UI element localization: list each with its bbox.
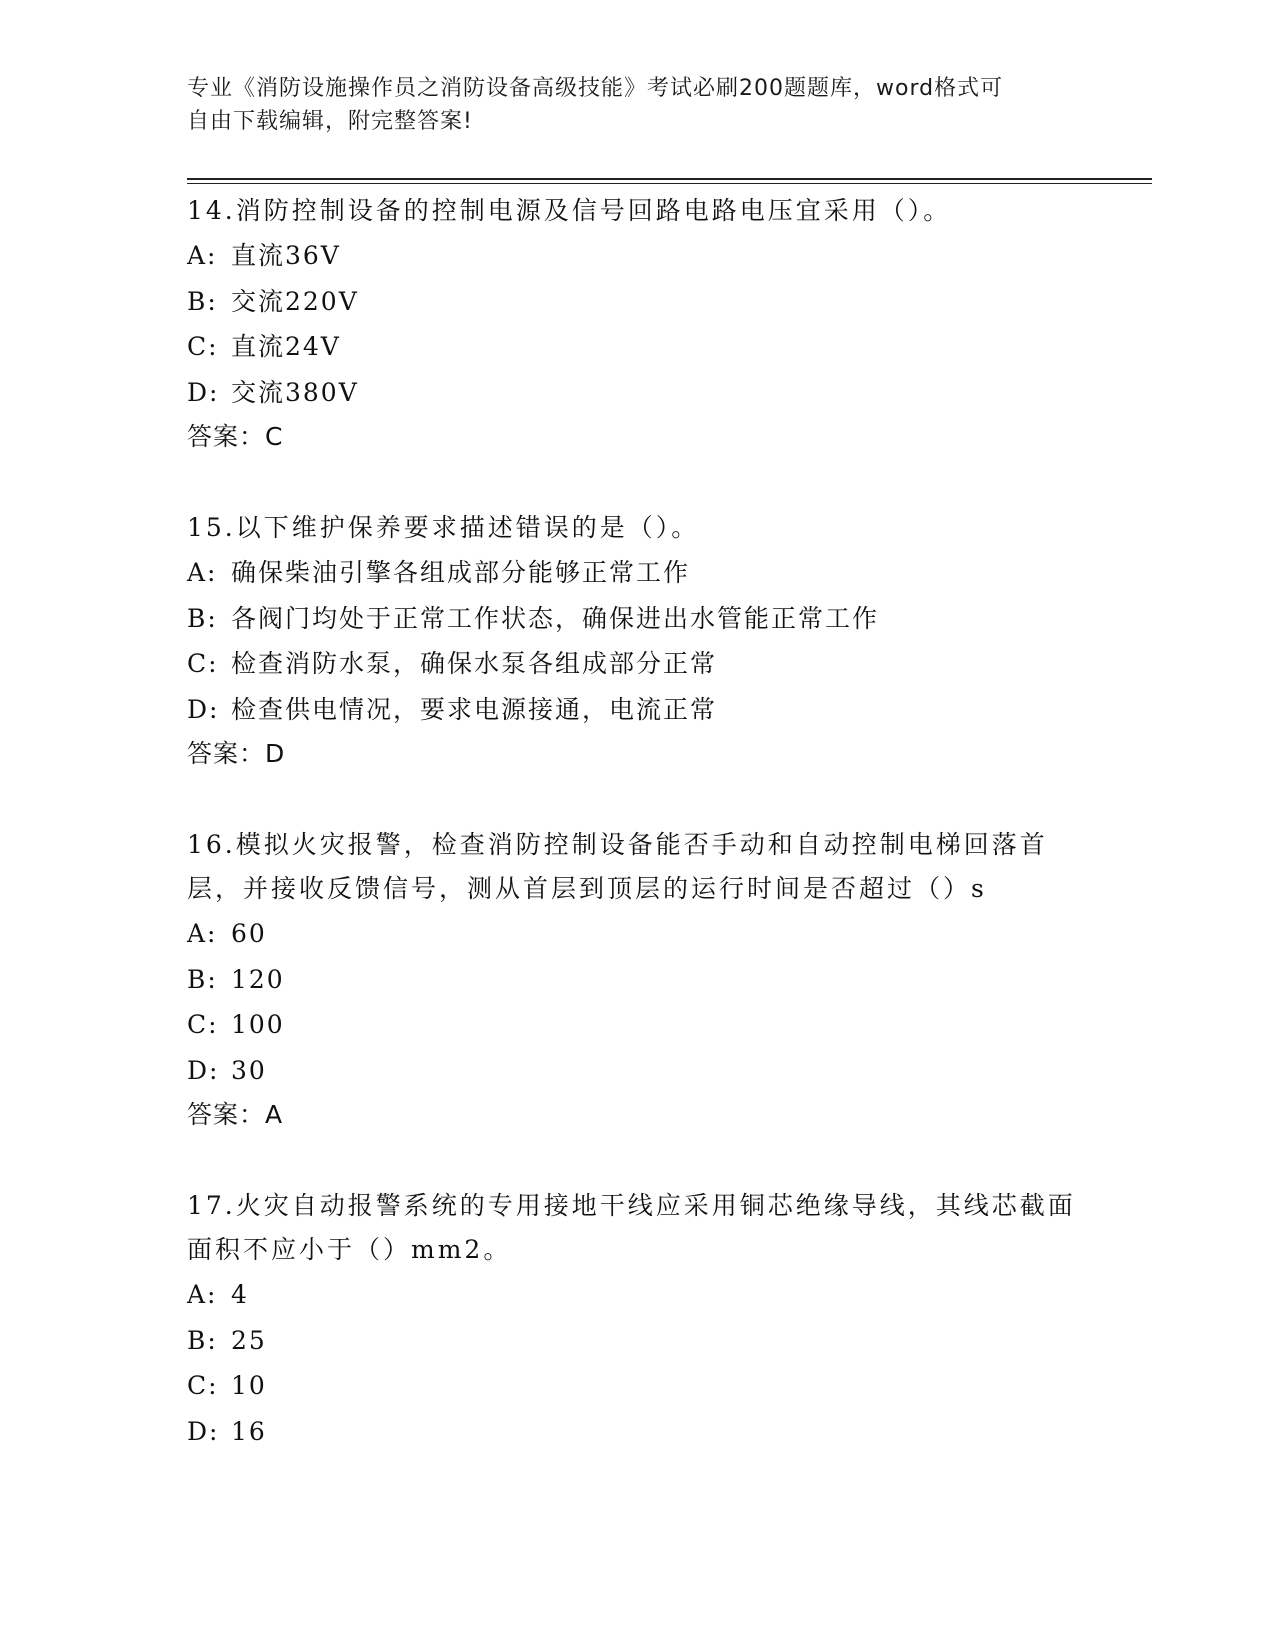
option-letter: D: <box>187 1055 220 1085</box>
option-text: 检查消防水泵，确保水泵各组成部分正常 <box>231 649 718 678</box>
option-a <box>187 233 1087 279</box>
question-list <box>187 189 1087 1501</box>
option-letter: C: <box>187 649 219 678</box>
question-text: 16.模拟火灾报警，检查消防控制设备能否手动和自动控制电梯回落首层，并接收反馈信号，测从首层到顶层的运行时间是否超过（）s <box>187 830 1048 903</box>
option-c <box>187 324 1087 370</box>
option-text: 30 <box>231 1055 267 1085</box>
option-b <box>187 279 1087 325</box>
option-letter: C: <box>187 1371 219 1400</box>
option-text: 100 <box>231 1010 285 1039</box>
question-17 <box>187 1184 1087 1454</box>
option-letter: A: <box>187 919 218 948</box>
header-line-2: 自由下载编辑，附完整答案! <box>187 109 473 134</box>
option-a <box>187 911 1087 957</box>
option-letter: D: <box>187 694 220 724</box>
question-text: 17.火灾自动报警系统的专用接地干线应采用铜芯绝缘导线，其线芯截面面积不应小于（）mm2。 <box>187 1191 1076 1264</box>
header-divider-thin <box>187 183 1152 184</box>
answer-line: 答案：D <box>187 739 286 768</box>
question-14 <box>187 189 1087 459</box>
option-text: 4 <box>231 1280 249 1309</box>
option-letter: D: <box>187 377 220 407</box>
option-letter: D: <box>187 1416 220 1446</box>
option-letter: B: <box>187 1325 218 1355</box>
question-16 <box>187 823 1087 1137</box>
option-d <box>187 687 1087 733</box>
option-text: 确保柴油引擎各组成部分能够正常工作 <box>231 558 691 587</box>
option-text: 检查供电情况，要求电源接通，电流正常 <box>231 694 718 724</box>
option-text: 直流24V <box>231 332 341 361</box>
option-d <box>187 1048 1087 1094</box>
option-d <box>187 1409 1087 1455</box>
option-c <box>187 641 1087 687</box>
option-a <box>187 550 1087 596</box>
answer-line: 答案：A <box>187 1100 284 1129</box>
option-letter: B: <box>187 286 218 316</box>
question-text: 14.消防控制设备的控制电源及信号回路电路电压宜采用（）。 <box>187 196 952 225</box>
option-text: 60 <box>231 919 267 948</box>
option-b <box>187 957 1087 1003</box>
option-text: 16 <box>231 1416 267 1446</box>
option-text: 各阀门均处于正常工作状态，确保进出水管能正常工作 <box>231 603 880 633</box>
option-letter: B: <box>187 603 218 633</box>
option-text: 10 <box>231 1371 267 1400</box>
option-c <box>187 1363 1087 1409</box>
document-header <box>187 72 1067 138</box>
option-text: 25 <box>231 1325 267 1355</box>
option-letter: C: <box>187 1010 219 1039</box>
header-divider-thick <box>187 178 1152 180</box>
option-d <box>187 370 1087 416</box>
answer-line: 答案：C <box>187 422 284 451</box>
option-letter: A: <box>187 1280 218 1309</box>
question-text: 15.以下维护保养要求描述错误的是（）。 <box>187 513 700 542</box>
option-letter: C: <box>187 332 219 361</box>
option-letter: B: <box>187 964 218 994</box>
header-line-1: 专业《消防设施操作员之消防设备高级技能》考试必刷200题题库，word格式可 <box>187 76 1004 101</box>
option-letter: A: <box>187 558 218 587</box>
option-letter: A: <box>187 241 218 270</box>
option-text: 交流220V <box>231 286 359 316</box>
option-b <box>187 596 1087 642</box>
option-c <box>187 1002 1087 1048</box>
option-b <box>187 1318 1087 1364</box>
option-text: 直流36V <box>231 241 341 270</box>
question-15 <box>187 506 1087 776</box>
option-a <box>187 1272 1087 1318</box>
option-text: 交流380V <box>231 377 359 407</box>
option-text: 120 <box>231 964 285 994</box>
